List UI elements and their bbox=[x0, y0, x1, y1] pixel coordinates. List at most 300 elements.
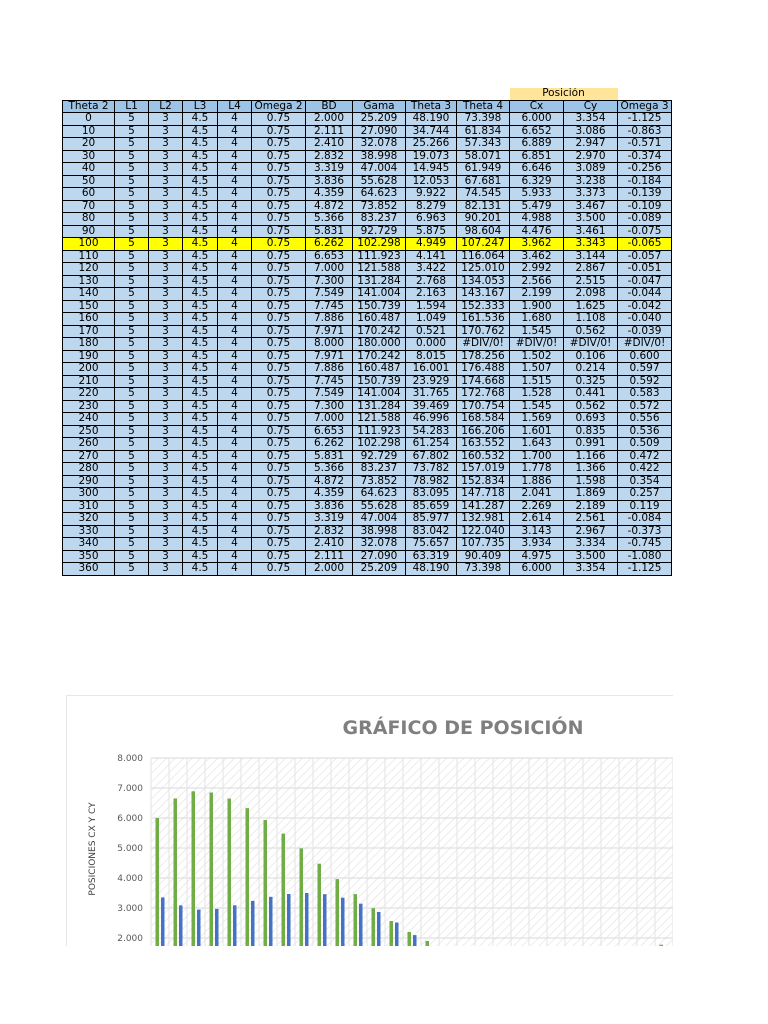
table-row bbox=[63, 313, 672, 326]
table-cell: 4.5 bbox=[183, 450, 218, 463]
table-cell: 3.836 bbox=[306, 175, 353, 188]
table-cell: 2.410 bbox=[306, 538, 353, 551]
table-cell: 3.319 bbox=[306, 513, 353, 526]
table-cell: 7.549 bbox=[306, 388, 353, 401]
table-cell: 5 bbox=[115, 138, 149, 151]
table-cell: 55.628 bbox=[353, 500, 406, 513]
table-row bbox=[63, 475, 672, 488]
table-cell: 98.604 bbox=[457, 225, 510, 238]
table-cell: 74.545 bbox=[457, 188, 510, 201]
table-cell: 3 bbox=[149, 563, 183, 576]
table-row bbox=[63, 288, 672, 301]
table-cell: 1.502 bbox=[510, 350, 564, 363]
table-cell: 178.256 bbox=[457, 350, 510, 363]
table-cell: 176.488 bbox=[457, 363, 510, 376]
table-cell: 0.75 bbox=[252, 263, 306, 276]
table-cell: 92.729 bbox=[353, 225, 406, 238]
table-cell: 1.545 bbox=[510, 325, 564, 338]
table-cell: 1.625 bbox=[564, 300, 618, 313]
table-cell: 141.287 bbox=[457, 500, 510, 513]
table-cell: 4 bbox=[218, 475, 252, 488]
table-cell: 0.422 bbox=[618, 463, 672, 476]
table-row bbox=[63, 375, 672, 388]
header-row bbox=[63, 100, 672, 113]
table-cell: 4.5 bbox=[183, 563, 218, 576]
table-cell: 1.700 bbox=[510, 450, 564, 463]
table-cell: 125.010 bbox=[457, 263, 510, 276]
table-row bbox=[63, 413, 672, 426]
table-cell: 3 bbox=[149, 350, 183, 363]
table-cell: 6.262 bbox=[306, 438, 353, 451]
table-cell: -0.044 bbox=[618, 288, 672, 301]
table-cell: 64.623 bbox=[353, 188, 406, 201]
table-cell: 3.086 bbox=[564, 125, 618, 138]
table-cell: 4 bbox=[218, 438, 252, 451]
table-cell: 2.566 bbox=[510, 275, 564, 288]
empty-cell bbox=[115, 88, 149, 100]
table-cell: 3.962 bbox=[510, 238, 564, 251]
table-cell: 0.75 bbox=[252, 225, 306, 238]
table-cell: 4 bbox=[218, 213, 252, 226]
table-cell: -0.051 bbox=[618, 263, 672, 276]
table-cell: 5.831 bbox=[306, 450, 353, 463]
table-cell: 32.078 bbox=[353, 138, 406, 151]
y-tick-label: 6.000 bbox=[117, 814, 143, 824]
column-header: BD bbox=[306, 100, 353, 113]
table-cell: 180 bbox=[63, 338, 115, 351]
table-cell: 180.000 bbox=[353, 338, 406, 351]
table-cell: 2.992 bbox=[510, 263, 564, 276]
table-cell: 163.552 bbox=[457, 438, 510, 451]
table-cell: -1.080 bbox=[618, 550, 672, 563]
table-cell: 160.487 bbox=[353, 313, 406, 326]
table-cell: 0.75 bbox=[252, 163, 306, 176]
table-cell: 5 bbox=[115, 175, 149, 188]
table-cell: 0.75 bbox=[252, 413, 306, 426]
table-cell: 5 bbox=[115, 275, 149, 288]
table-cell: 0.75 bbox=[252, 350, 306, 363]
table-cell: 4 bbox=[218, 425, 252, 438]
table-cell: 0.556 bbox=[618, 413, 672, 426]
table-cell: 102.298 bbox=[353, 238, 406, 251]
table-cell: 1.869 bbox=[564, 488, 618, 501]
table-cell: 4 bbox=[218, 388, 252, 401]
table-cell: 3 bbox=[149, 225, 183, 238]
table-cell: 34.744 bbox=[406, 125, 457, 138]
table-cell: 4.5 bbox=[183, 125, 218, 138]
table-cell: 0.106 bbox=[564, 350, 618, 363]
table-cell: 3.089 bbox=[564, 163, 618, 176]
table-cell: 83.237 bbox=[353, 463, 406, 476]
table-cell: 5 bbox=[115, 188, 149, 201]
bar-cy bbox=[413, 935, 417, 946]
table-cell: 7.300 bbox=[306, 275, 353, 288]
table-cell: 0.75 bbox=[252, 113, 306, 126]
table-cell: 121.588 bbox=[353, 413, 406, 426]
table-cell: -0.057 bbox=[618, 250, 672, 263]
table-cell: 7.000 bbox=[306, 263, 353, 276]
table-cell: 111.923 bbox=[353, 250, 406, 263]
table-cell: 4 bbox=[218, 525, 252, 538]
table-cell: 5 bbox=[115, 450, 149, 463]
table-row bbox=[63, 175, 672, 188]
table-cell: 2.199 bbox=[510, 288, 564, 301]
table-cell: 67.681 bbox=[457, 175, 510, 188]
table-row bbox=[63, 238, 672, 251]
table-cell: 3 bbox=[149, 188, 183, 201]
table-cell: 4 bbox=[218, 113, 252, 126]
table-cell: 70 bbox=[63, 200, 115, 213]
table-cell: 4.5 bbox=[183, 300, 218, 313]
table-cell: 67.802 bbox=[406, 450, 457, 463]
table-cell: -1.125 bbox=[618, 113, 672, 126]
table-cell: 4 bbox=[218, 175, 252, 188]
table-cell: 200 bbox=[63, 363, 115, 376]
bar-cx bbox=[390, 921, 394, 946]
table-cell: 73.782 bbox=[406, 463, 457, 476]
table-cell: 5 bbox=[115, 488, 149, 501]
table-cell: 3 bbox=[149, 400, 183, 413]
table-cell: 6.646 bbox=[510, 163, 564, 176]
table-cell: 5 bbox=[115, 363, 149, 376]
empty-cell bbox=[63, 88, 115, 100]
table-cell: 5 bbox=[115, 288, 149, 301]
table-row bbox=[63, 163, 672, 176]
table-cell: 0.75 bbox=[252, 338, 306, 351]
table-cell: 0.75 bbox=[252, 188, 306, 201]
table-cell: 4.5 bbox=[183, 275, 218, 288]
table-cell: 1.680 bbox=[510, 313, 564, 326]
table-cell: #DIV/0! bbox=[457, 338, 510, 351]
table-cell: 0.75 bbox=[252, 363, 306, 376]
table-cell: 2.000 bbox=[306, 563, 353, 576]
table-cell: 2.967 bbox=[564, 525, 618, 538]
table-cell: 2.410 bbox=[306, 138, 353, 151]
table-cell: 4 bbox=[218, 538, 252, 551]
table-cell: 5 bbox=[115, 400, 149, 413]
bar-cy bbox=[179, 905, 183, 946]
table-cell: 1.886 bbox=[510, 475, 564, 488]
table-cell: 4 bbox=[218, 450, 252, 463]
table-row bbox=[63, 363, 672, 376]
table-cell: 170.762 bbox=[457, 325, 510, 338]
table-cell: 130 bbox=[63, 275, 115, 288]
empty-cell bbox=[457, 88, 510, 100]
table-cell: 0.75 bbox=[252, 150, 306, 163]
table-row bbox=[63, 213, 672, 226]
table-cell: 3 bbox=[149, 238, 183, 251]
table-cell: 4.5 bbox=[183, 138, 218, 151]
table-cell: 4.5 bbox=[183, 250, 218, 263]
table-cell: -0.184 bbox=[618, 175, 672, 188]
table-cell: 4.5 bbox=[183, 488, 218, 501]
table-cell: 3.500 bbox=[564, 550, 618, 563]
table-cell: 0.472 bbox=[618, 450, 672, 463]
table-cell: 2.111 bbox=[306, 550, 353, 563]
table-cell: 4.5 bbox=[183, 513, 218, 526]
table-cell: 3 bbox=[149, 175, 183, 188]
table-cell: 0 bbox=[63, 113, 115, 126]
table-cell: 120 bbox=[63, 263, 115, 276]
table-cell: 3 bbox=[149, 313, 183, 326]
table-cell: 0.75 bbox=[252, 463, 306, 476]
table-cell: 0.75 bbox=[252, 288, 306, 301]
table-cell: 47.004 bbox=[353, 163, 406, 176]
table-cell: 4.5 bbox=[183, 263, 218, 276]
table-cell: 107.735 bbox=[457, 538, 510, 551]
table-cell: 2.768 bbox=[406, 275, 457, 288]
table-cell: 3.238 bbox=[564, 175, 618, 188]
table-cell: 3.422 bbox=[406, 263, 457, 276]
table-cell: 3.143 bbox=[510, 525, 564, 538]
table-cell: 3 bbox=[149, 450, 183, 463]
table-cell: 1.528 bbox=[510, 388, 564, 401]
table-cell: 1.166 bbox=[564, 450, 618, 463]
table-cell: 3 bbox=[149, 213, 183, 226]
table-cell: 9.922 bbox=[406, 188, 457, 201]
y-tick-label: 4.000 bbox=[117, 874, 143, 884]
table-cell: 4 bbox=[218, 263, 252, 276]
table-cell: -0.374 bbox=[618, 150, 672, 163]
table-cell: 16.001 bbox=[406, 363, 457, 376]
table-cell: 0.600 bbox=[618, 350, 672, 363]
table-cell: 170 bbox=[63, 325, 115, 338]
table-cell: 4.5 bbox=[183, 188, 218, 201]
table-cell: -0.047 bbox=[618, 275, 672, 288]
table-cell: -0.089 bbox=[618, 213, 672, 226]
table-cell: 4.5 bbox=[183, 388, 218, 401]
table-cell: 121.588 bbox=[353, 263, 406, 276]
column-header: Cy bbox=[564, 100, 618, 113]
table-cell: 14.945 bbox=[406, 163, 457, 176]
table-cell: 190 bbox=[63, 350, 115, 363]
bar-cy bbox=[377, 912, 381, 946]
table-cell: 4.949 bbox=[406, 238, 457, 251]
empty-cell bbox=[149, 88, 183, 100]
table-cell: 1.507 bbox=[510, 363, 564, 376]
table-cell: 160 bbox=[63, 313, 115, 326]
table-cell: 5 bbox=[115, 475, 149, 488]
table-cell: 3 bbox=[149, 138, 183, 151]
table-cell: 4 bbox=[218, 563, 252, 576]
table-cell: 48.190 bbox=[406, 563, 457, 576]
table-cell: 0.597 bbox=[618, 363, 672, 376]
table-cell: 4 bbox=[218, 188, 252, 201]
table-cell: 5 bbox=[115, 350, 149, 363]
table-cell: -0.075 bbox=[618, 225, 672, 238]
table-row bbox=[63, 350, 672, 363]
table-cell: 110 bbox=[63, 250, 115, 263]
table-cell: 0.75 bbox=[252, 300, 306, 313]
table-cell: 0.75 bbox=[252, 450, 306, 463]
table-cell: 4.5 bbox=[183, 538, 218, 551]
table-row bbox=[63, 400, 672, 413]
table-cell: 0.75 bbox=[252, 425, 306, 438]
table-cell: 0.562 bbox=[564, 400, 618, 413]
table-cell: 3 bbox=[149, 300, 183, 313]
table-cell: -0.256 bbox=[618, 163, 672, 176]
table-cell: -0.139 bbox=[618, 188, 672, 201]
table-cell: 1.569 bbox=[510, 413, 564, 426]
table-cell: 102.298 bbox=[353, 438, 406, 451]
table-cell: 90.201 bbox=[457, 213, 510, 226]
table-cell: 6.851 bbox=[510, 150, 564, 163]
table-cell: 0.572 bbox=[618, 400, 672, 413]
bar-cy bbox=[251, 901, 255, 946]
table-cell: 0.000 bbox=[406, 338, 457, 351]
table-cell: 5 bbox=[115, 313, 149, 326]
table-cell: 4.5 bbox=[183, 438, 218, 451]
table-cell: 4.872 bbox=[306, 200, 353, 213]
table-cell: 73.852 bbox=[353, 475, 406, 488]
bar-cx bbox=[192, 791, 196, 946]
table-cell: 27.090 bbox=[353, 550, 406, 563]
table-cell: 0.592 bbox=[618, 375, 672, 388]
table-cell: -0.373 bbox=[618, 525, 672, 538]
table-cell: 57.343 bbox=[457, 138, 510, 151]
table-cell: 3 bbox=[149, 388, 183, 401]
table-cell: 0.991 bbox=[564, 438, 618, 451]
table-cell: 4.975 bbox=[510, 550, 564, 563]
table-cell: #DIV/0! bbox=[618, 338, 672, 351]
table-cell: 150.739 bbox=[353, 300, 406, 313]
table-cell: 0.75 bbox=[252, 275, 306, 288]
table-cell: 3 bbox=[149, 500, 183, 513]
table-cell: 85.977 bbox=[406, 513, 457, 526]
table-cell: 172.768 bbox=[457, 388, 510, 401]
table-cell: 3.934 bbox=[510, 538, 564, 551]
table-cell: 340 bbox=[63, 538, 115, 551]
table-cell: 140 bbox=[63, 288, 115, 301]
table-cell: 350 bbox=[63, 550, 115, 563]
table-cell: 1.545 bbox=[510, 400, 564, 413]
bar-cx bbox=[228, 799, 232, 946]
table-row bbox=[63, 138, 672, 151]
table-cell: 170.242 bbox=[353, 350, 406, 363]
table-cell: 0.75 bbox=[252, 250, 306, 263]
bar-cy bbox=[359, 904, 363, 946]
column-header: Theta 4 bbox=[457, 100, 510, 113]
table-cell: 2.111 bbox=[306, 125, 353, 138]
table-cell: 2.515 bbox=[564, 275, 618, 288]
table-cell: 4 bbox=[218, 500, 252, 513]
table-cell: 5 bbox=[115, 300, 149, 313]
table-cell: 1.049 bbox=[406, 313, 457, 326]
empty-cell bbox=[183, 88, 218, 100]
position-table bbox=[62, 88, 672, 576]
table-cell: 141.004 bbox=[353, 288, 406, 301]
table-cell: 4.5 bbox=[183, 200, 218, 213]
table-cell: -0.109 bbox=[618, 200, 672, 213]
table-cell: 157.019 bbox=[457, 463, 510, 476]
bar-cx bbox=[408, 932, 412, 946]
table-cell: 330 bbox=[63, 525, 115, 538]
table-cell: 160.487 bbox=[353, 363, 406, 376]
table-cell: 40 bbox=[63, 163, 115, 176]
table-cell: 6.653 bbox=[306, 425, 353, 438]
table-cell: 90.409 bbox=[457, 550, 510, 563]
table-cell: 131.284 bbox=[353, 400, 406, 413]
table-cell: 0.75 bbox=[252, 513, 306, 526]
table-cell: 4.5 bbox=[183, 238, 218, 251]
table-cell: 6.329 bbox=[510, 175, 564, 188]
table-cell: 4.5 bbox=[183, 375, 218, 388]
table-cell: 4 bbox=[218, 200, 252, 213]
table-cell: 0.119 bbox=[618, 500, 672, 513]
table-cell: 5 bbox=[115, 388, 149, 401]
table-cell: 4.5 bbox=[183, 350, 218, 363]
table-cell: 0.257 bbox=[618, 488, 672, 501]
table-cell: 0.75 bbox=[252, 375, 306, 388]
column-header: L4 bbox=[218, 100, 252, 113]
table-cell: 4 bbox=[218, 288, 252, 301]
empty-cell bbox=[218, 88, 252, 100]
table-cell: 0.693 bbox=[564, 413, 618, 426]
table-row bbox=[63, 200, 672, 213]
table-cell: 3 bbox=[149, 438, 183, 451]
table-cell: 0.75 bbox=[252, 550, 306, 563]
table-cell: 54.283 bbox=[406, 425, 457, 438]
table-cell: 85.659 bbox=[406, 500, 457, 513]
table-cell: 5 bbox=[115, 225, 149, 238]
table-row bbox=[63, 300, 672, 313]
table-row bbox=[63, 338, 672, 351]
table-cell: 4.5 bbox=[183, 338, 218, 351]
table-cell: 4.5 bbox=[183, 325, 218, 338]
table-cell: 7.000 bbox=[306, 413, 353, 426]
table-cell: 3 bbox=[149, 250, 183, 263]
table-cell: 150.739 bbox=[353, 375, 406, 388]
table-cell: 3 bbox=[149, 538, 183, 551]
table-cell: 31.765 bbox=[406, 388, 457, 401]
table-row bbox=[63, 125, 672, 138]
table-cell: -0.065 bbox=[618, 238, 672, 251]
table-cell: 4.872 bbox=[306, 475, 353, 488]
table-cell: 4.5 bbox=[183, 413, 218, 426]
table-cell: 83.237 bbox=[353, 213, 406, 226]
empty-cell bbox=[353, 88, 406, 100]
table-cell: 7.300 bbox=[306, 400, 353, 413]
table-cell: 30 bbox=[63, 150, 115, 163]
table-cell: 4 bbox=[218, 488, 252, 501]
bar-cx bbox=[156, 818, 160, 946]
table-cell: 3 bbox=[149, 413, 183, 426]
table-cell: 3.500 bbox=[564, 213, 618, 226]
table-cell: 1.601 bbox=[510, 425, 564, 438]
table-cell: 4.5 bbox=[183, 313, 218, 326]
table-cell: 4 bbox=[218, 375, 252, 388]
table-cell: 5 bbox=[115, 338, 149, 351]
table-cell: 3 bbox=[149, 200, 183, 213]
table-cell: 4 bbox=[218, 125, 252, 138]
table-cell: -0.042 bbox=[618, 300, 672, 313]
table-cell: 38.998 bbox=[353, 150, 406, 163]
table-cell: 5 bbox=[115, 438, 149, 451]
table-cell: 4 bbox=[218, 400, 252, 413]
table-cell: 7.971 bbox=[306, 325, 353, 338]
table-cell: 4.5 bbox=[183, 550, 218, 563]
table-cell: 3 bbox=[149, 525, 183, 538]
table-cell: 0.441 bbox=[564, 388, 618, 401]
table-cell: 5 bbox=[115, 463, 149, 476]
table-cell: 3 bbox=[149, 263, 183, 276]
table-cell: 3.144 bbox=[564, 250, 618, 263]
table-cell: 4.5 bbox=[183, 288, 218, 301]
table-cell: 58.071 bbox=[457, 150, 510, 163]
table-row bbox=[63, 463, 672, 476]
table-cell: 5 bbox=[115, 250, 149, 263]
table-cell: 8.000 bbox=[306, 338, 353, 351]
